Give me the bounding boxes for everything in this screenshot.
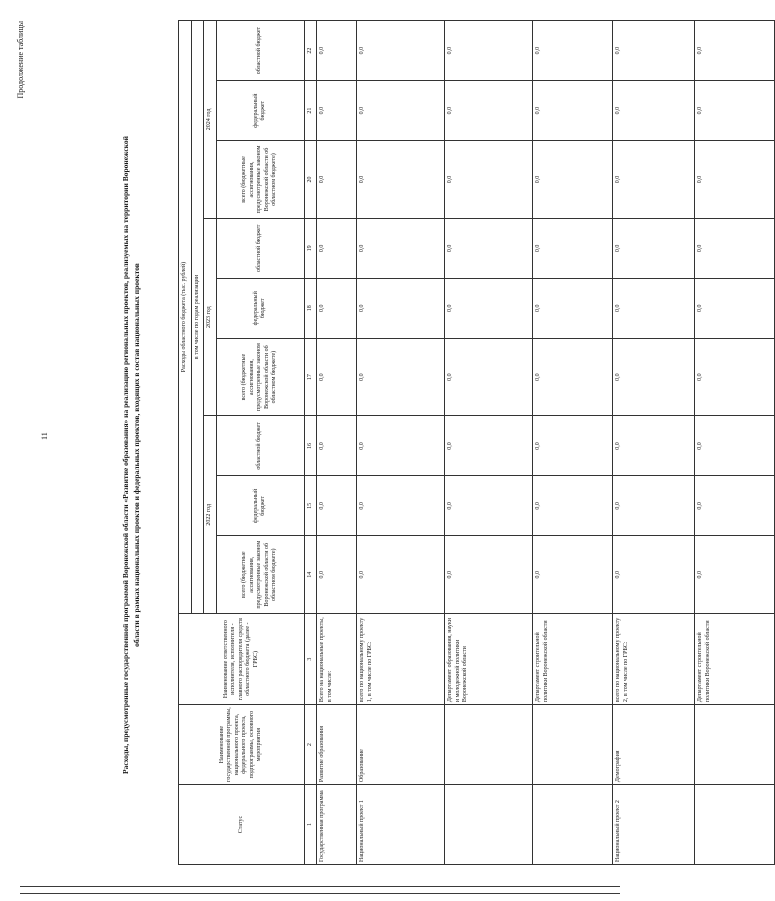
row-name: Демография: [613, 705, 695, 785]
value-cell: 0,0: [613, 338, 695, 416]
value-cell: 0,0: [317, 476, 357, 536]
value-cell: 0,0: [317, 416, 357, 476]
value-cell: 0,0: [357, 338, 445, 416]
value-cell: 0,0: [317, 338, 357, 416]
value-cell: 0,0: [445, 21, 533, 81]
table-row: [357, 21, 445, 865]
header-year-2022: 2022 год: [204, 416, 217, 614]
value-cell: 0,0: [357, 141, 445, 219]
column-number: 16: [304, 416, 317, 476]
value-cell: 0,0: [613, 476, 695, 536]
value-cell: 0,0: [357, 21, 445, 81]
header-year-2023: 2023 год: [204, 218, 217, 416]
value-cell: 0,0: [357, 278, 445, 338]
column-number: 21: [304, 81, 317, 141]
appendix-label: Продолжение таблицы: [16, 21, 25, 99]
title-line-1: Расходы, предусмотренные государственной программой Воронежской области «Развитие образования» на реализацию региональных проектов, реализуемых на территории Воронежской: [121, 136, 130, 774]
column-number: 20: [304, 141, 317, 219]
value-cell: 0,0: [533, 81, 613, 141]
table-row: [445, 21, 533, 865]
value-cell: 0,0: [695, 81, 775, 141]
header-regional-2022: областной бюджет: [216, 416, 304, 476]
value-cell: 0,0: [533, 218, 613, 278]
value-cell: 0,0: [613, 536, 695, 614]
row-executor: Департамент строительной политики Воронежской области: [533, 614, 613, 705]
value-cell: 0,0: [533, 476, 613, 536]
row-executor: Всего на национальные проекты, в том числе:: [317, 614, 357, 705]
header-year-2024: 2024 год: [204, 21, 217, 219]
value-cell: 0,0: [695, 476, 775, 536]
header-budget-group: Расходы областного бюджета (тыс. рублей): [179, 21, 192, 614]
row-status: [695, 785, 775, 865]
table-row: [695, 21, 775, 865]
value-cell: 0,0: [357, 536, 445, 614]
column-number: 17: [304, 338, 317, 416]
column-number: 2: [304, 705, 317, 785]
value-cell: 0,0: [613, 278, 695, 338]
rotated-page: [8, 15, 711, 895]
header-regional-2023: областной бюджет: [216, 218, 304, 278]
value-cell: 0,0: [613, 416, 695, 476]
value-cell: 0,0: [445, 536, 533, 614]
row-status: Государственная программа: [317, 785, 357, 865]
header-total-2023: всего (бюджетные ассигнования, предусмотренные законом Воронежской области об областном бюджете): [216, 338, 304, 416]
table-row: [533, 21, 613, 865]
value-cell: 0,0: [317, 141, 357, 219]
header-name: Наименование государственной программы, национального проекта, федерального проекта, подпрограммы, основного мероприятия: [179, 705, 305, 785]
header-status: Статус: [179, 785, 305, 865]
row-name: Образование: [357, 705, 445, 785]
header-total-2022: всего (бюджетные ассигнования, предусмотренные законом Воронежской области об областном бюджете): [216, 536, 304, 614]
row-name: [695, 705, 775, 785]
column-number: 14: [304, 536, 317, 614]
value-cell: 0,0: [695, 21, 775, 81]
header-federal-2024: федеральный бюджет: [216, 81, 304, 141]
value-cell: 0,0: [533, 536, 613, 614]
value-cell: 0,0: [613, 218, 695, 278]
row-name: Развитие образования: [317, 705, 357, 785]
value-cell: 0,0: [357, 416, 445, 476]
value-cell: 0,0: [695, 338, 775, 416]
budget-table: [178, 20, 775, 865]
row-status: Национальный проект 2: [613, 785, 695, 865]
value-cell: 0,0: [613, 81, 695, 141]
header-total-2024: всего (бюджетные ассигнования, предусмотренные законом Воронежской области об областном бюджете): [216, 141, 304, 219]
document-title: [120, 15, 142, 895]
value-cell: 0,0: [445, 141, 533, 219]
table-row: [613, 21, 695, 865]
value-cell: 0,0: [533, 416, 613, 476]
value-cell: 0,0: [613, 141, 695, 219]
column-number: 18: [304, 278, 317, 338]
value-cell: 0,0: [533, 278, 613, 338]
column-number: 19: [304, 218, 317, 278]
row-status: Национальный проект 1: [357, 785, 445, 865]
value-cell: 0,0: [533, 141, 613, 219]
value-cell: 0,0: [445, 476, 533, 536]
header-federal-2022: федеральный бюджет: [216, 476, 304, 536]
column-number: 1: [304, 785, 317, 865]
row-name: [533, 705, 613, 785]
value-cell: 0,0: [317, 536, 357, 614]
title-line-2: области в рамках национальных проектов и федеральных проектов, входящих в состав национальных проектов: [132, 263, 141, 647]
row-name: [445, 705, 533, 785]
value-cell: 0,0: [695, 278, 775, 338]
value-cell: 0,0: [445, 278, 533, 338]
value-cell: 0,0: [695, 218, 775, 278]
value-cell: 0,0: [613, 21, 695, 81]
value-cell: 0,0: [317, 218, 357, 278]
value-cell: 0,0: [317, 81, 357, 141]
row-executor: Департамент образования, науки и молодежной политики Воронежской области: [445, 614, 533, 705]
row-executor: Департамент строительной политики Воронежской области: [695, 614, 775, 705]
column-number: 15: [304, 476, 317, 536]
value-cell: 0,0: [357, 476, 445, 536]
header-by-years: в том числе по годам реализации: [191, 21, 204, 614]
column-number-row: [304, 21, 317, 865]
value-cell: 0,0: [357, 218, 445, 278]
row-executor: всего по национальному проекту 2, в том числе по ГРБС:: [613, 614, 695, 705]
value-cell: 0,0: [445, 81, 533, 141]
row-status: [445, 785, 533, 865]
column-number: 3: [304, 614, 317, 705]
row-executor: всего по национальному проекту 1, в том числе по ГРБС:: [357, 614, 445, 705]
value-cell: 0,0: [695, 536, 775, 614]
value-cell: 0,0: [317, 21, 357, 81]
value-cell: 0,0: [445, 416, 533, 476]
value-cell: 0,0: [445, 338, 533, 416]
value-cell: 0,0: [533, 21, 613, 81]
value-cell: 0,0: [695, 141, 775, 219]
value-cell: 0,0: [445, 218, 533, 278]
page-number: 11: [40, 432, 49, 440]
value-cell: 0,0: [695, 416, 775, 476]
value-cell: 0,0: [317, 278, 357, 338]
header-executor: Наименование ответственного исполнителя, исполнителя - главного распорядителя средств областного бюджета (далее - ГРБС): [179, 614, 305, 705]
value-cell: 0,0: [533, 338, 613, 416]
table-row: [317, 21, 357, 865]
header-regional-2024: областной бюджет: [216, 21, 304, 81]
header-federal-2023: федеральный бюджет: [216, 278, 304, 338]
value-cell: 0,0: [357, 81, 445, 141]
row-status: [533, 785, 613, 865]
column-number: 22: [304, 21, 317, 81]
